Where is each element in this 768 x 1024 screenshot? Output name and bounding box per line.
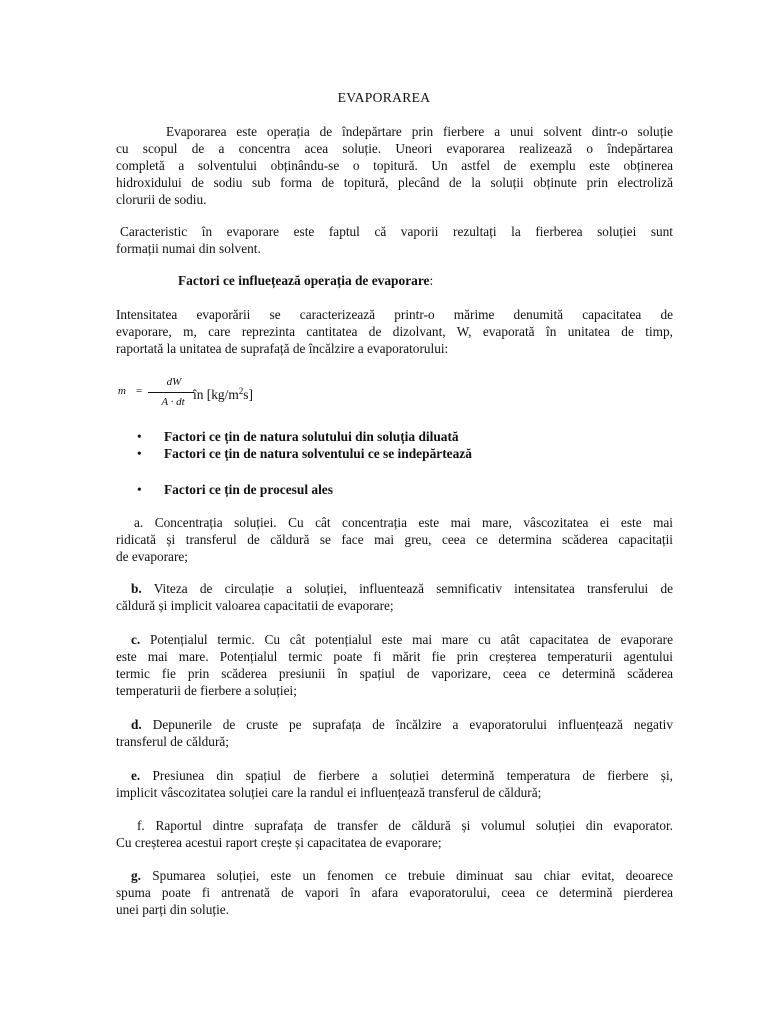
factor-line: d. Depunerile de cruste pe suprafața de încălzire a evaporatorului influențează negativ	[131, 717, 673, 732]
section-heading	[178, 272, 433, 289]
factor-label: a.	[134, 515, 144, 530]
section-heading-text: Factori ce influețează operația de evaporare	[178, 273, 430, 288]
characteristic-line: Caracteristic în evaporare este faptul că vaporii rezultați la fierberea soluției sunt	[120, 224, 673, 239]
factor-label: b.	[131, 581, 142, 596]
capacity-line: Intensitatea evaporării se caracterizează printr-o mărime denumită capacitatea de	[116, 307, 673, 322]
factor-label: f.	[137, 818, 145, 833]
factor-line: de evaporare;	[116, 549, 188, 564]
intro-line: cu scopul de a concentra acea soluție. Uneori evaporarea realizează o îndepărtarea	[116, 141, 673, 156]
factor-line: transferul de căldură;	[116, 734, 229, 749]
factor-line: c. Potențialul termic. Cu cât potențialul este mai mare cu atât capacitatea de evaporare	[131, 632, 674, 647]
factor-line: implicit vâscozitatea soluției care la randul ei influențează transferul de căldură;	[116, 785, 542, 800]
formula-unit	[193, 383, 253, 403]
factor-line: căldură și implicit valoarea capacitatii de evaporare;	[116, 598, 394, 613]
intro-line: Evaporarea este operația de îndepărtare prin fierbere a unui solvent dintr-o soluție	[166, 124, 673, 139]
formula-fraction-bar	[148, 392, 194, 393]
document-title: EVAPORAREA	[337, 90, 431, 105]
factor-line: unei parți din soluție.	[116, 902, 230, 917]
characteristic-line: formații numai din solvent.	[116, 241, 261, 256]
intro-line: completă a solventului obținându-se o topitură. Un astfel de exemplu este obținerea	[116, 158, 673, 173]
unit-superscript: 2	[238, 386, 244, 396]
bullet-item: Factori ce țin de procesul ales	[164, 482, 333, 497]
factor-line: termic fie prin scăderea presiunii în spațiul de vaporizare, ceea ce determină scăderea	[116, 666, 673, 681]
intro-line: clorurii de sodiu.	[116, 192, 207, 207]
factor-line: a. Concentrația soluției. Cu cât concentrația este mai mare, vâscozitatea ei este mai	[134, 515, 674, 530]
factor-label: e.	[131, 768, 141, 783]
bullet-icon: •	[137, 446, 142, 461]
capacity-line: raportată la unitatea de suprafață de încălzire a evaporatorului:	[116, 341, 449, 356]
factor-label: c.	[131, 632, 141, 647]
factor-line: Cu creșterea acestui raport crește și capacitatea de evaporare;	[116, 835, 442, 850]
factor-line: este mai mare. Potențialul termic poate fi mărit fie prin creșterea temperaturii agentului	[116, 649, 673, 664]
section-heading-suffix: :	[429, 273, 434, 288]
capacity-formula	[118, 372, 198, 412]
formula-equals: =	[136, 385, 143, 397]
factor-label: d.	[131, 717, 142, 732]
factor-line: g. Spumarea soluției, este un fenomen ce trebuie diminuat sau chiar evitat, deoarece	[131, 868, 673, 883]
bullet-icon: •	[137, 429, 142, 444]
factor-line: temperaturii de fierbere a soluției;	[116, 683, 297, 698]
bullet-icon: •	[137, 482, 142, 497]
capacity-line: evaporare, m, care reprezinta cantitatea de dizolvant, W, evaporată în unitatea de timp,	[116, 324, 673, 339]
bullet-item: Factori ce țin de natura solventului ce se indepărtează	[164, 446, 472, 461]
unit-suffix: s]	[243, 387, 253, 402]
intro-line: hidroxidului de sodiu sub forma de topitură, plecând de la soluții obținute prin electroliză	[116, 175, 673, 190]
factor-line: e. Presiunea din spațiul de fierbere a soluției determină temperatura de fierbere și,	[131, 768, 673, 783]
formula-numerator: dW	[166, 376, 182, 388]
factor-line: f. Raportul dintre suprafața de transfer de căldură și volumul soluției din evaporator.	[137, 818, 673, 833]
unit-prefix: în [kg/m	[193, 387, 239, 402]
formula-lhs: m	[118, 385, 126, 397]
factor-line: spuma poate fi antrenată de vapori în afara evaporatorului, ceea ce determină pierderea	[116, 885, 673, 900]
formula-denominator: A · dt	[161, 396, 185, 408]
bullet-item: Factori ce țin de natura solutului din soluția diluată	[164, 429, 459, 444]
factor-line: ridicată și transferul de căldură se face mai greu, ceea ce determina scăderea capacitații	[116, 532, 673, 547]
factor-line: b. Viteza de circulație a soluției, influentează semnificativ intensitatea transferului de	[131, 581, 673, 596]
factor-label: g.	[131, 868, 141, 883]
